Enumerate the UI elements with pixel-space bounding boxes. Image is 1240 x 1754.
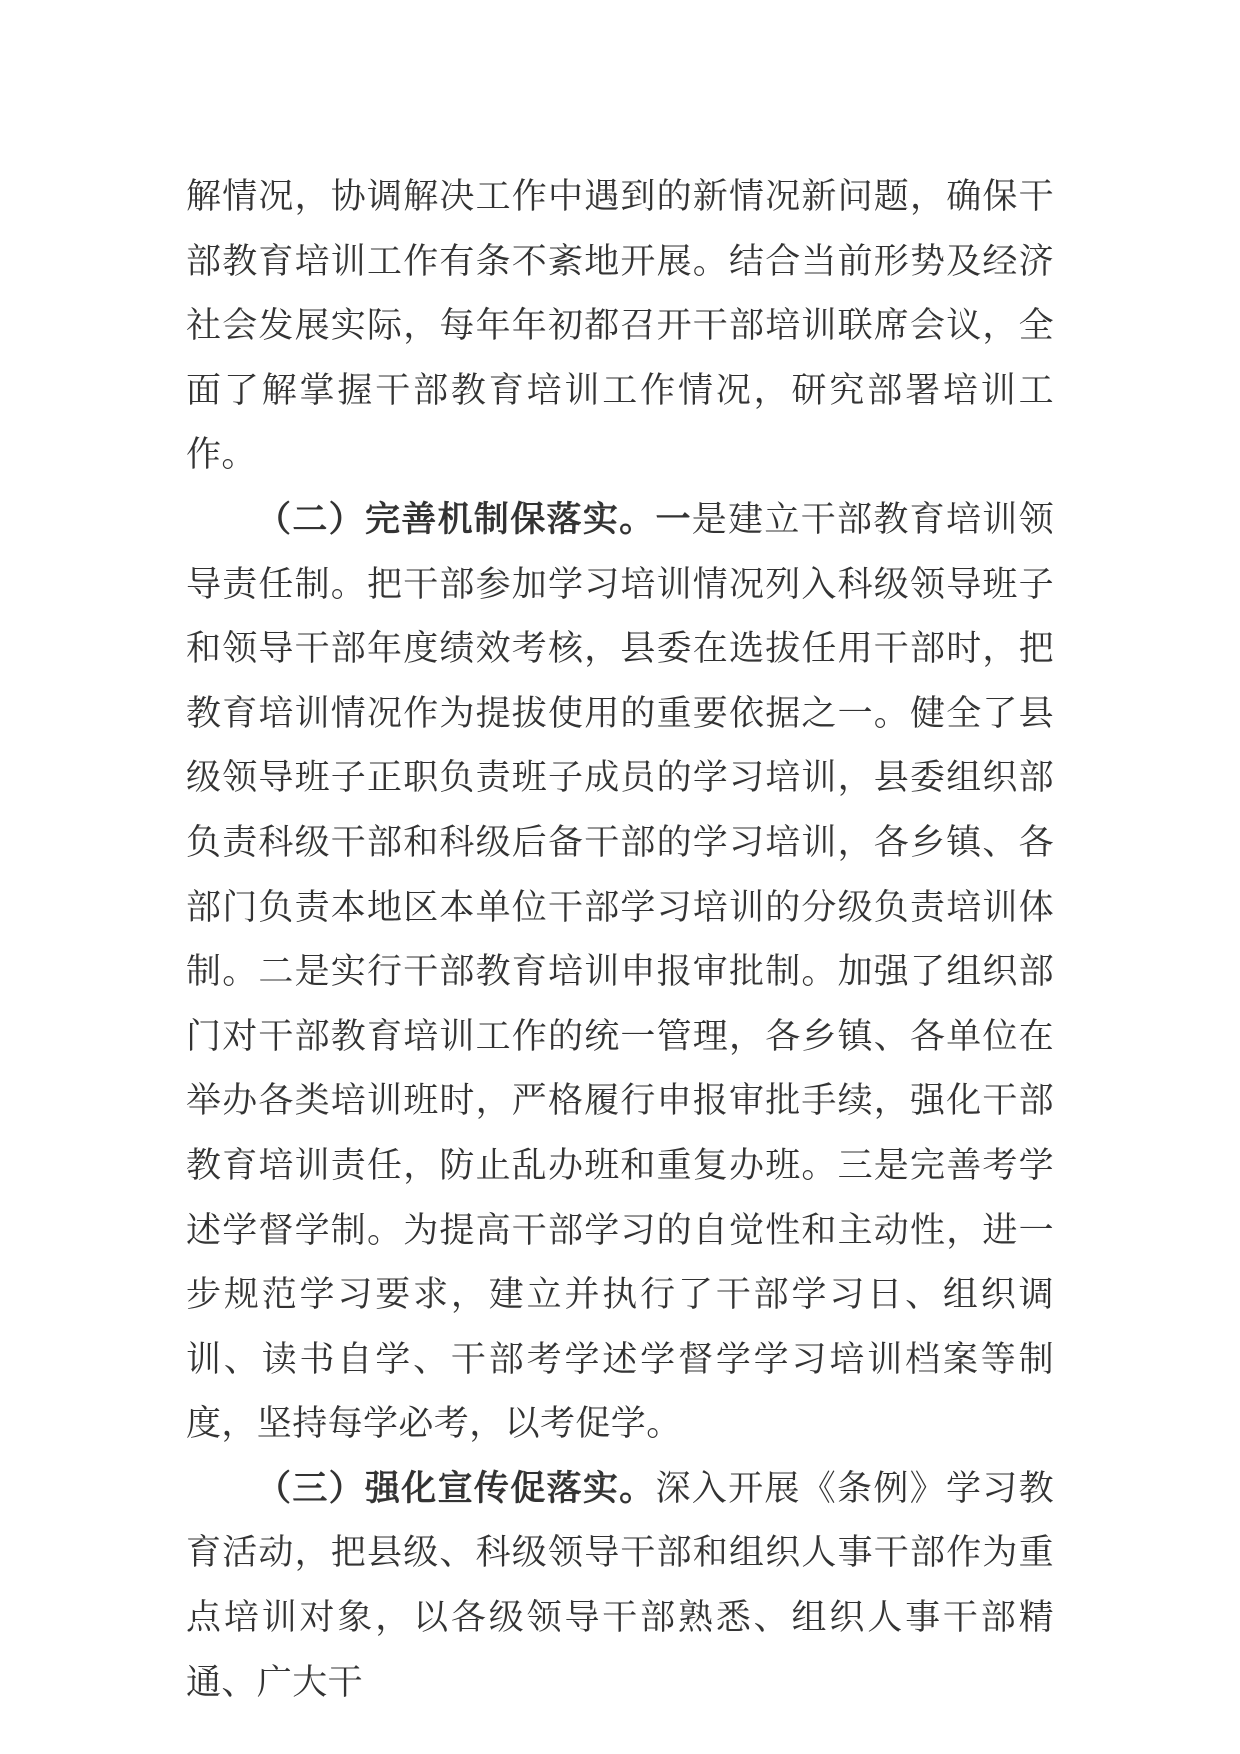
paragraph-continued: [186, 165, 1054, 488]
paragraph-improve-mechanism: [186, 488, 1054, 1457]
paragraph-strengthen-publicity: [186, 1457, 1054, 1715]
section-heading: （三）强化宣传促落实。: [256, 1468, 656, 1509]
document-body: [186, 165, 1054, 1715]
paragraph-text: 深入开展《条例》学习教育活动，把县级、科级领导干部和组织人事干部作为重点培训对象，以各级领导干部熟悉、组织人事干部精通、广大干: [186, 1468, 1054, 1703]
paragraph-text: 是建立干部教育培训领导责任制。把干部参加学习培训情况列入科级领导班子和领导干部年度绩效考核，县委在选拔任用干部时，把教育培训情况作为提拔使用的重要依据之一。健全了县级领导班子正职负责班子成员的学习培训，县委组织部负责科级干部和科级后备干部的学习培训，各乡镇、各部门负责本地区本单位干部学习培训的分级负责培训体制。二是实行干部教育培训申报审批制。加强了组织部门对干部教育培训工作的统一管理，各乡镇、各单位在举办各类培训班时，严格履行申报审批手续，强化干部教育培训责任，防止乱办班和重复办班。三是完善考学述学督学制。为提高干部学习的自觉性和主动性，进一步规范学习要求，建立并执行了干部学习日、组织调训、读书自学、干部考学述学督学学习培训档案等制度，坚持每学必考，以考促学。: [186, 499, 1054, 1445]
paragraph-lead-word: 一: [655, 499, 692, 540]
paragraph-text: 解情况，协调解决工作中遇到的新情况新问题，确保干部教育培训工作有条不紊地开展。结合当前形势及经济社会发展实际，每年年初都召开干部培训联席会议，全面了解掌握干部教育培训工作情况，研究部署培训工作。: [186, 177, 1054, 476]
section-heading: （二）完善机制保落实。: [256, 499, 656, 540]
